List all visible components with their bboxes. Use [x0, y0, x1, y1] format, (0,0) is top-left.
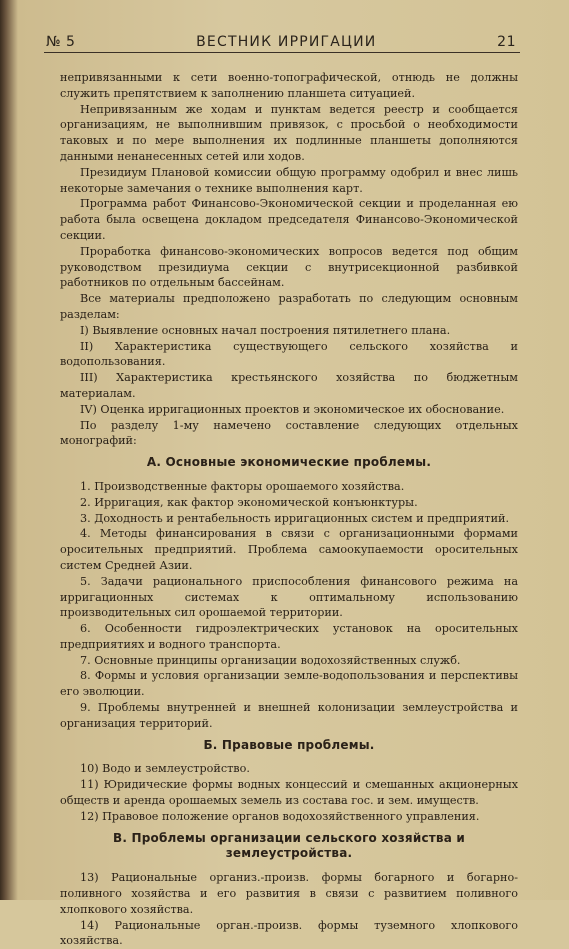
section-heading-b: Б. Правовые проблемы. — [203, 737, 375, 752]
list-item: 14) Рациональные орган.-произв. формы туземного хлопкового хозяйства. — [60, 918, 518, 948]
paragraph: непривязанными к сети военно-топографической, отнюдь не должны служить препятствием к заполнению планшета ситуацией. — [60, 71, 518, 100]
article-body — [60, 70, 518, 949]
list-item: 11) Юридические формы водных концессий и смешанных акционерных обществ и аренда орошаемых земель из состава гос. и зем. имуществ. — [60, 778, 518, 808]
list-item: 13) Рациональные организ.-произв. формы богарного и богарно-поливного хозяйства и его развития в связи с развитием поливного хлопкового хозяйства. — [60, 871, 518, 916]
paragraph: Проработка финансово-экономических вопросов ведется под общим руководством президиума секции с внутрисекционной разбивкой работников по отдельным бассейнам. — [60, 244, 518, 290]
list-item: 1. Производственные факторы орошаемого хозяйства. — [80, 479, 405, 493]
list-item: 10) Водо и землеустройство. — [80, 762, 250, 776]
outline-item: III) Характеристика крестьянского хозяйства по бюджетным материалам. — [60, 371, 518, 400]
paragraph: Президиум Плановой комиссии общую программу одобрил и внес лишь некоторые замечания о технике выполнения карт. — [60, 165, 518, 195]
paragraph: Непривязанным же ходам и пунктам ведется реестр и сообщается организациям, не выполнившим привязок, с просьбой о необходимости таковых и по мере выполнения их подлинные планшеты дополняются данными ненанесенных сетей или ходов. — [60, 102, 518, 163]
outline-item: I) Выявление основных начал построения пятилетнего плана. — [80, 323, 451, 337]
list-item: 2. Ирригация, как фактор экономической конъюнктуры. — [80, 495, 418, 509]
list-item: 6. Особенности гидроэлектрических установок на оросительных предприятиях и водного транспорта. — [60, 622, 518, 651]
list-item: 9. Проблемы внутренней и внешней колонизации землеустройства и организация территорий. — [60, 701, 518, 730]
outline-item: IV) Оценка ирригационных проектов и экономическое их обоснование. — [80, 402, 505, 416]
paragraph: Все материалы предположено разработать по следующим основным разделам: — [60, 292, 518, 321]
list-item: 4. Методы финансирования в связи с организационными формами оросительных предприятий. Проблема самоокупаемости оросительных систем Средней Азии. — [60, 527, 518, 572]
page-header — [46, 34, 516, 54]
issue-number: № 5 — [46, 34, 76, 50]
list-item: 3. Доходность и рентабельность ирригационных систем и предприятий. — [80, 511, 510, 525]
list-item: 8. Формы и условия организации земле-водопользования и перспективы его эволюции. — [60, 669, 518, 699]
list-item: 12) Правовое положение органов водохозяйственного управления. — [80, 809, 480, 823]
header-rule — [44, 52, 520, 53]
outline-item: II) Характеристика существующего сельского хозяйства и водопользования. — [60, 339, 518, 369]
paragraph: По разделу 1-му намечено составление следующих отдельных монографий: — [60, 418, 518, 448]
page-number: 21 — [497, 34, 516, 50]
journal-title: ВЕСТНИК ИРРИГАЦИИ — [196, 34, 377, 50]
section-heading-c: В. Проблемы организации сельского хозяйства и землеустройства. — [112, 830, 465, 861]
list-item: 7. Основные принципы организации водохозяйственных служб. — [80, 653, 461, 667]
section-heading-a: А. Основные экономические проблемы. — [146, 455, 432, 470]
list-item: 5. Задачи рационального приспособления финансового режима на ирригационных системах к оптимальному использованию производительных сил орошаемой территории. — [60, 574, 518, 620]
paragraph: Программа работ Финансово-Экономической секции и проделанная ею работа была освещена докладом председателя Финансово-Экономической секции. — [60, 197, 518, 242]
